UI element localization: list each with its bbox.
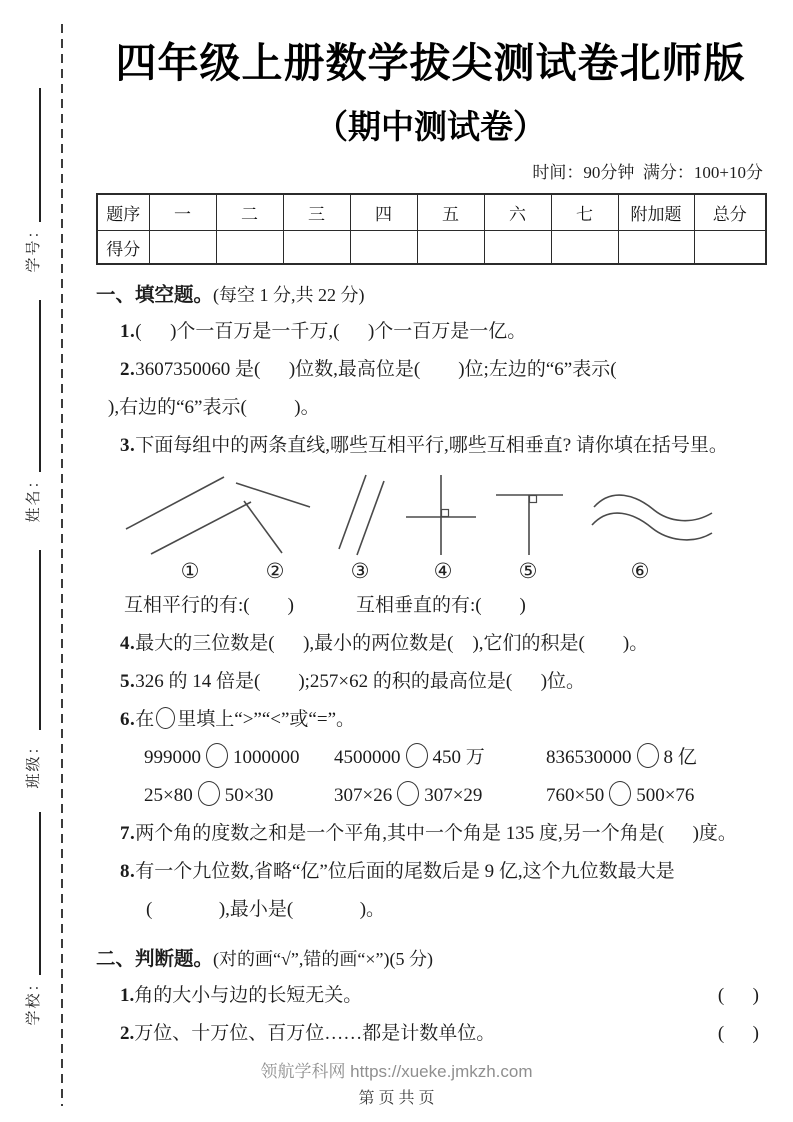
score-table-header-cell: 总分	[694, 194, 766, 231]
page-title: 四年级上册数学拔尖测试卷北师版	[115, 40, 746, 86]
question-text: 有一个九位数,省略“亿”位后面的尾数后是 9 亿,这个九位数最大是	[135, 861, 675, 882]
diagram-label-2: ②	[265, 559, 285, 583]
score-cell	[216, 231, 283, 265]
score-row-label: 得分	[97, 231, 149, 265]
school-label: 学校：	[26, 974, 42, 1026]
question-7	[96, 815, 765, 853]
score-table	[96, 193, 767, 265]
question-text: ( ),最小是( )。	[146, 899, 386, 920]
class-write-line	[39, 550, 41, 730]
compare-item: 25×80 50×30	[144, 777, 334, 815]
diagram-label-6: ⑥	[630, 559, 650, 583]
student-id-label: 学号：	[26, 221, 42, 273]
question-number: 1.	[120, 985, 135, 1006]
school-write-line	[39, 812, 41, 975]
judgment-question-1	[96, 977, 765, 1015]
question-2	[96, 351, 765, 389]
answer-blank: ( )	[717, 985, 759, 1006]
diagram-label-5: ⑤	[518, 559, 538, 583]
question-number: 2.	[120, 1023, 135, 1044]
score-cell	[694, 231, 766, 265]
judgment-question-2	[96, 1015, 765, 1053]
question-text: 两个角的度数之和是一个平角,其中一个角是 135 度,另一个角是( )度。	[135, 823, 737, 844]
score-cell	[283, 231, 350, 265]
compare-item: 836530000 8 亿	[546, 739, 765, 777]
question-text: ( )个一百万是一千万,( )个一百万是一亿。	[135, 321, 527, 342]
score-table-header-cell: 四	[350, 194, 417, 231]
question-number: 8.	[120, 861, 136, 882]
question-text: 在	[135, 709, 155, 730]
exam-content	[96, 0, 765, 1053]
question-number: 3.	[120, 435, 136, 456]
compare-circle-icon	[609, 781, 631, 806]
question-number: 1.	[120, 321, 136, 342]
section2-heading	[96, 942, 765, 977]
question-number: 6.	[120, 709, 136, 730]
exam-time-score-info: 时间：90分钟 满分：100+10分	[532, 163, 763, 182]
score-table-score-row	[97, 231, 766, 265]
question-8-continued	[96, 891, 765, 929]
compare-circle-icon	[206, 743, 228, 768]
question-3	[96, 427, 765, 465]
student-id-write-line	[39, 88, 41, 222]
question-number: 4.	[120, 633, 136, 654]
page-number: 第 页 共 页	[358, 1090, 435, 1107]
score-table-header-row	[97, 194, 766, 231]
section1-heading	[96, 278, 765, 313]
question-4	[96, 625, 765, 663]
question-5	[96, 663, 765, 701]
compare-circle-icon	[198, 781, 220, 806]
line-pair-6	[592, 495, 712, 540]
line-pair-4	[406, 475, 476, 555]
section2-title: 二、判断题。	[96, 949, 214, 970]
compare-circle-icon	[406, 743, 428, 768]
score-table-header-cell: 七	[551, 194, 618, 231]
compare-item: 4500000 450 万	[334, 739, 546, 777]
question-6	[96, 701, 765, 739]
question-2-continued	[96, 389, 765, 427]
question-number: 5.	[120, 671, 136, 692]
diagram-labels	[96, 559, 765, 587]
question-text: 2.万位、十万位、百万位……都是计数单位。	[120, 1023, 496, 1044]
question-3-answer-line	[96, 587, 765, 625]
line-pair-1	[126, 477, 251, 554]
name-write-line	[39, 300, 41, 472]
compare-item: 760×50 500×76	[546, 777, 765, 815]
section2-note: (对的画“√”,错的画“×”)(5 分)	[213, 949, 433, 969]
seal-dashed-line	[61, 24, 63, 1106]
question-text: 3607350060 是( )位数,最高位是( )位;左边的“6”表示(	[135, 359, 617, 380]
compare-item: 307×26 307×29	[334, 777, 546, 815]
compare-row-1	[96, 739, 765, 777]
score-table-header-cell: 五	[417, 194, 484, 231]
question-text: 1.角的大小与边的长短无关。	[120, 985, 363, 1006]
answer-blank: ( )	[717, 1023, 759, 1044]
watermark-site: 领航学科网 https://xueke.jmkzh.com	[260, 1062, 533, 1081]
question-text: 326 的 14 倍是( );257×62 的积的最高位是( )位。	[135, 671, 586, 692]
line-pair-5	[496, 495, 563, 555]
name-label: 姓名：	[26, 471, 42, 523]
question-number: 7.	[120, 823, 136, 844]
line-pair-2	[236, 483, 310, 553]
score-cell	[149, 231, 216, 265]
compare-circle-icon	[397, 781, 419, 806]
question-1	[96, 313, 765, 351]
diagram-label-3: ③	[350, 559, 370, 583]
parallel-answer-blank: 互相平行的有:( )	[124, 595, 294, 616]
question-text: 下面每组中的两条直线,哪些互相平行,哪些互相垂直? 请你填在括号里。	[135, 435, 728, 456]
right-angle-mark	[442, 510, 449, 517]
compare-circle-icon	[637, 743, 659, 768]
section1-title: 一、填空题。	[96, 285, 214, 306]
score-table-header-cell: 三	[283, 194, 350, 231]
section1-note: (每空 1 分,共 22 分)	[213, 285, 365, 305]
score-cell	[618, 231, 694, 265]
compare-row-2	[96, 777, 765, 815]
score-table-header-cell: 附加题	[618, 194, 694, 231]
question-text: 里填上“>”“<”或“=”。	[177, 709, 356, 730]
score-cell	[350, 231, 417, 265]
score-cell	[551, 231, 618, 265]
line-pair-3	[339, 475, 384, 555]
question-8	[96, 853, 765, 891]
score-table-header-cell: 一	[149, 194, 216, 231]
line-pairs-diagram	[96, 467, 736, 559]
diagram-label-1: ①	[180, 559, 200, 583]
compare-circle-icon	[156, 707, 175, 729]
score-table-header-cell: 二	[216, 194, 283, 231]
compare-item: 999000 1000000	[144, 739, 334, 777]
score-table-header-cell: 六	[484, 194, 551, 231]
page-subtitle: （期中测试卷）	[315, 108, 546, 145]
question-text: 最大的三位数是( ),最小的两位数是( ),它们的积是( )。	[135, 633, 649, 654]
diagram-label-4: ④	[433, 559, 453, 583]
score-table-header-cell: 题序	[97, 194, 149, 231]
right-angle-mark	[530, 496, 537, 503]
question-number: 2.	[120, 359, 136, 380]
score-cell	[417, 231, 484, 265]
score-cell	[484, 231, 551, 265]
class-label: 班级：	[26, 737, 42, 789]
perpendicular-answer-blank: 互相垂直的有:( )	[355, 595, 526, 616]
page-footer	[0, 1057, 793, 1108]
question-text: ),右边的“6”表示( )。	[108, 397, 320, 418]
